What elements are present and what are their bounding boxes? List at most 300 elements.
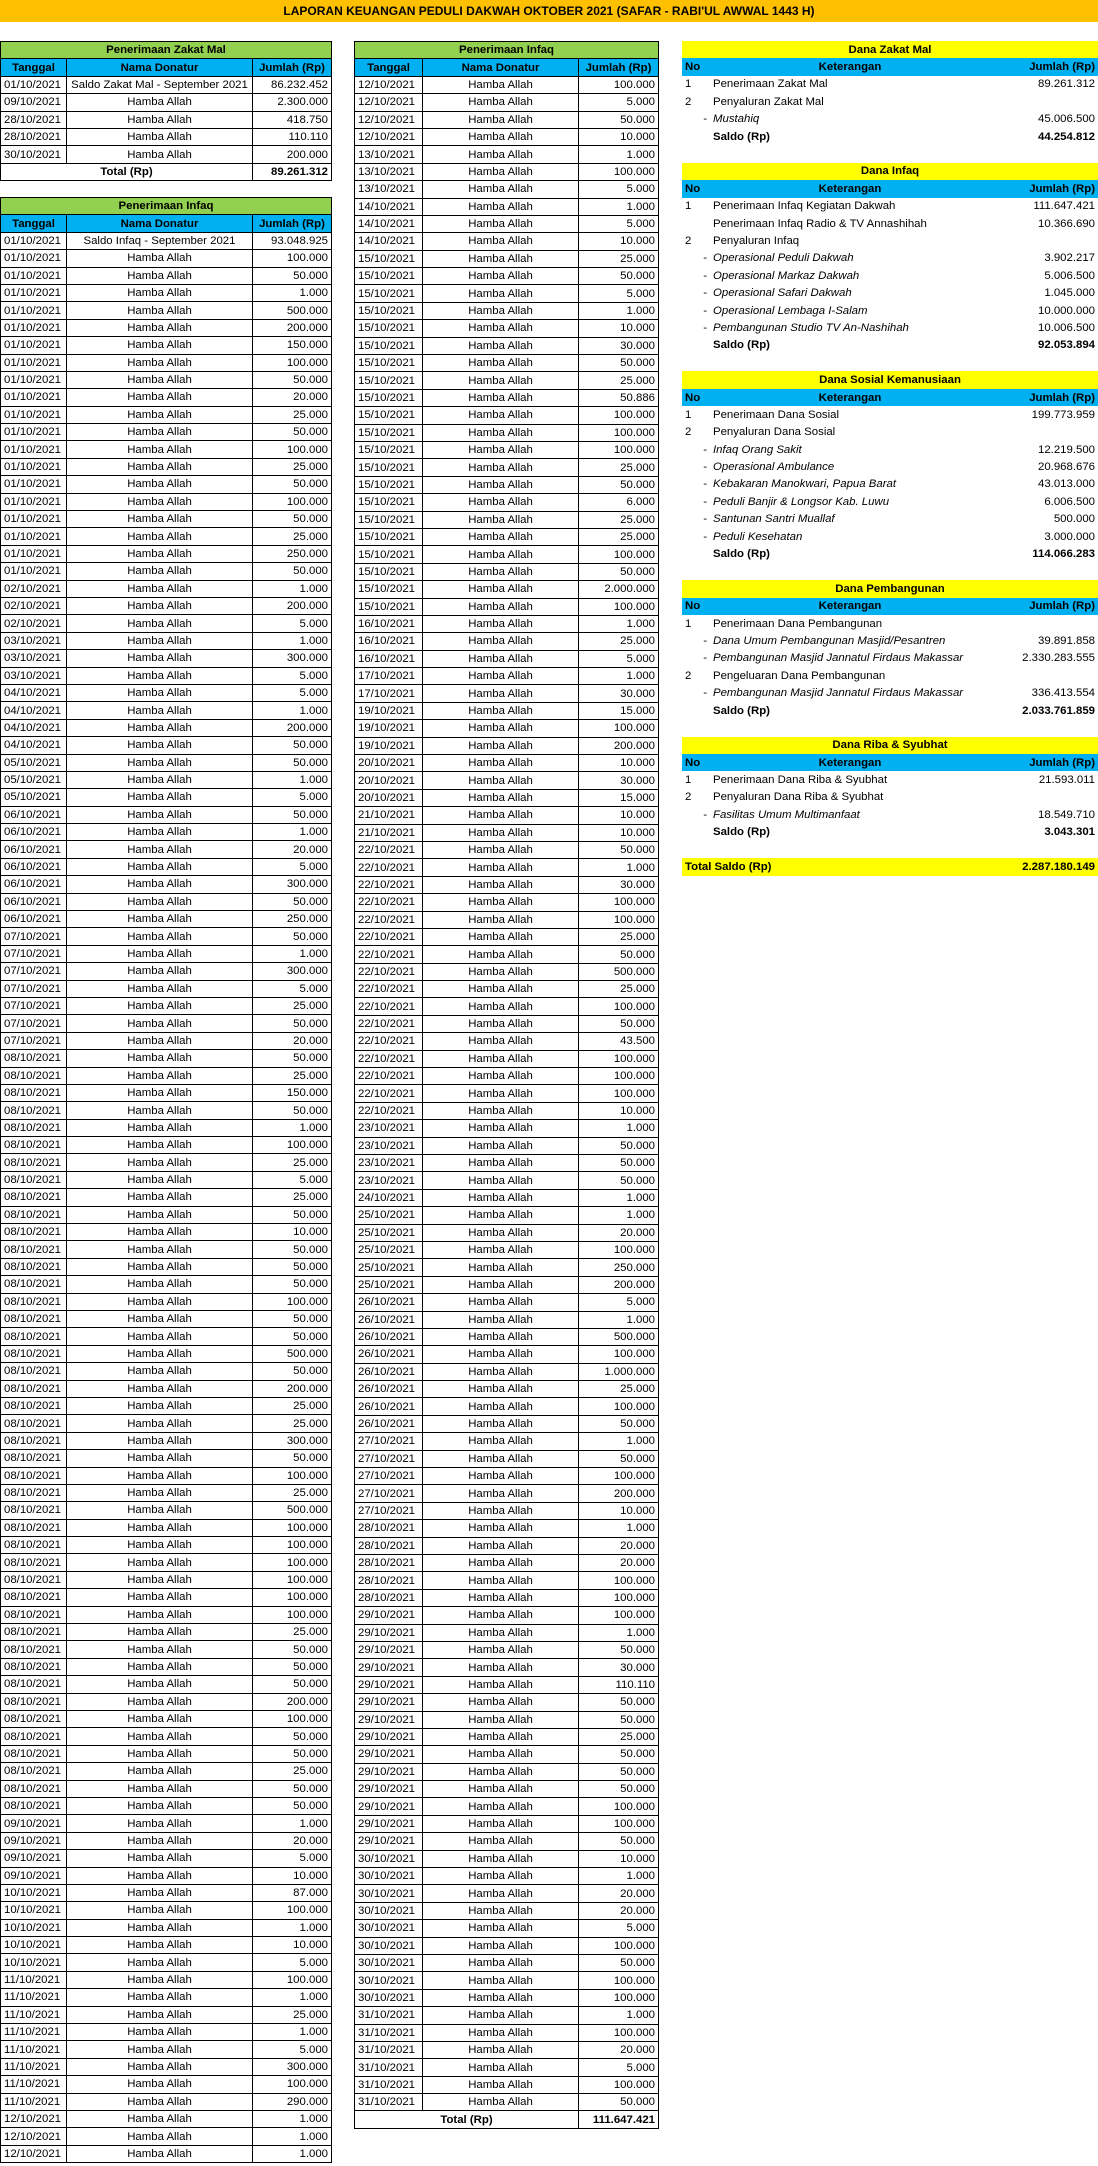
table-row <box>355 1033 659 1050</box>
col-header-no: No <box>682 598 710 615</box>
amount-cell: 200.000 <box>253 719 332 736</box>
table-row <box>1 1571 332 1588</box>
donor-cell: Hamba Allah <box>67 2041 253 2058</box>
donor-cell: Hamba Allah <box>67 1484 253 1501</box>
table-row <box>355 1798 659 1815</box>
date-cell: 28/10/2021 <box>355 1520 423 1537</box>
donor-cell: Hamba Allah <box>423 2007 579 2024</box>
table-row <box>355 355 659 372</box>
summary-row <box>682 111 1098 128</box>
amount-cell: 50.000 <box>579 1781 659 1798</box>
table-row <box>355 1572 659 1589</box>
date-cell: 01/10/2021 <box>1 76 67 93</box>
date-cell: 10/10/2021 <box>1 1884 67 1901</box>
donor-cell: Saldo Zakat Mal - September 2021 <box>67 76 253 93</box>
amount-cell: 25.000 <box>579 1381 659 1398</box>
table-row <box>355 2007 659 2024</box>
date-cell: 03/10/2021 <box>1 667 67 684</box>
row-description: Operasional Safari Dakwah <box>713 287 852 300</box>
date-cell: 30/10/2021 <box>355 1937 423 1954</box>
donor-cell: Hamba Allah <box>67 1763 253 1780</box>
row-number: - <box>703 513 707 526</box>
donor-cell: Hamba Allah <box>423 755 579 772</box>
donor-cell: Hamba Allah <box>67 458 253 475</box>
amount-cell: 20.000 <box>253 1832 332 1849</box>
table-row <box>355 1728 659 1745</box>
date-cell: 06/10/2021 <box>1 893 67 910</box>
table-row <box>355 1711 659 1728</box>
date-cell: 15/10/2021 <box>355 563 423 580</box>
table-row <box>1 963 332 980</box>
row-description: Penerimaan Infaq Kegiatan Dakwah <box>713 200 896 213</box>
summary-row <box>682 198 1098 215</box>
date-cell: 19/10/2021 <box>355 702 423 719</box>
table-row <box>1 928 332 945</box>
date-cell: 29/10/2021 <box>355 1781 423 1798</box>
date-cell: 17/10/2021 <box>355 668 423 685</box>
spacer-row <box>682 841 1098 858</box>
table-row <box>355 1485 659 1502</box>
donor-cell: Hamba Allah <box>423 1381 579 1398</box>
donor-cell: Hamba Allah <box>423 1485 579 1502</box>
amount-cell: 10.000 <box>579 755 659 772</box>
donor-cell: Hamba Allah <box>423 807 579 824</box>
col-header-amount: Jumlah (Rp) <box>579 59 659 76</box>
table-row <box>355 1015 659 1032</box>
total-row <box>1 163 332 180</box>
table-row <box>1 1867 332 1884</box>
donor-cell: Hamba Allah <box>423 476 579 493</box>
table-row <box>1 632 332 649</box>
donor-cell: Hamba Allah <box>67 267 253 284</box>
table-row <box>355 528 659 545</box>
amount-cell: 20.000 <box>253 389 332 406</box>
amount-cell: 1.000 <box>253 1919 332 1936</box>
saldo-row <box>682 337 1098 354</box>
date-cell: 06/10/2021 <box>1 876 67 893</box>
row-amount: 6.006.500 <box>1044 495 1096 508</box>
date-cell: 31/10/2021 <box>355 2041 423 2058</box>
donor-cell: Hamba Allah <box>67 545 253 562</box>
row-amount <box>990 667 1098 684</box>
donor-cell: Hamba Allah <box>67 1624 253 1641</box>
donor-cell: Hamba Allah <box>423 1276 579 1293</box>
date-cell: 06/10/2021 <box>1 911 67 928</box>
donor-cell: Hamba Allah <box>423 1415 579 1432</box>
donor-cell: Hamba Allah <box>423 1763 579 1780</box>
donor-cell: Hamba Allah <box>67 702 253 719</box>
date-cell: 20/10/2021 <box>355 789 423 806</box>
date-cell: 08/10/2021 <box>1 1363 67 1380</box>
amount-cell: 10.000 <box>579 824 659 841</box>
donor-cell: Hamba Allah <box>67 2006 253 2023</box>
table-row <box>1 1797 332 1814</box>
donor-cell: Hamba Allah <box>423 1085 579 1102</box>
summary-section-title-row <box>682 163 1098 180</box>
date-cell: 29/10/2021 <box>355 1833 423 1850</box>
date-cell: 04/10/2021 <box>1 702 67 719</box>
amount-cell: 25.000 <box>253 1189 332 1206</box>
amount-cell: 10.000 <box>579 807 659 824</box>
summary-section-title: Dana Sosial Kemanusiaan <box>682 371 1098 388</box>
date-cell: 01/10/2021 <box>1 371 67 388</box>
table-row <box>355 1224 659 1241</box>
amount-cell: 25.000 <box>579 250 659 267</box>
donor-cell: Hamba Allah <box>67 1380 253 1397</box>
date-cell: 08/10/2021 <box>1 1154 67 1171</box>
date-cell: 11/10/2021 <box>1 2006 67 2023</box>
date-cell: 22/10/2021 <box>355 841 423 858</box>
donor-cell: Hamba Allah <box>67 1589 253 1606</box>
date-cell: 06/10/2021 <box>1 858 67 875</box>
donor-cell: Hamba Allah <box>67 337 253 354</box>
amount-cell: 290.000 <box>253 2093 332 2110</box>
date-cell: 14/10/2021 <box>355 233 423 250</box>
amount-cell: 50.000 <box>579 1711 659 1728</box>
donor-cell: Hamba Allah <box>67 1676 253 1693</box>
donor-cell: Hamba Allah <box>67 580 253 597</box>
table-row <box>1 1484 332 1501</box>
date-cell: 08/10/2021 <box>1 1484 67 1501</box>
amount-cell: 100.000 <box>579 441 659 458</box>
date-cell: 21/10/2021 <box>355 807 423 824</box>
amount-cell: 50.000 <box>253 476 332 493</box>
table-row <box>355 1694 659 1711</box>
col-header-description: Keterangan <box>710 754 990 771</box>
date-cell: 08/10/2021 <box>1 1328 67 1345</box>
table-row <box>1 1937 332 1954</box>
amount-cell: 1.000 <box>579 2007 659 2024</box>
table-row <box>1 1084 332 1101</box>
table-row <box>1 1693 332 1710</box>
row-amount: 12.219.500 <box>1038 443 1096 456</box>
date-cell: 28/10/2021 <box>355 1589 423 1606</box>
table-row <box>355 1328 659 1345</box>
donor-cell: Hamba Allah <box>423 1572 579 1589</box>
row-amount: 10.000.000 <box>1038 304 1096 317</box>
donor-cell: Hamba Allah <box>423 928 579 945</box>
table-row <box>1 824 332 841</box>
date-cell: 08/10/2021 <box>1 1102 67 1119</box>
donor-cell: Hamba Allah <box>67 911 253 928</box>
row-description: Penyaluran Infaq <box>713 234 800 247</box>
table-row <box>355 1207 659 1224</box>
date-cell: 06/10/2021 <box>1 824 67 841</box>
amount-cell: 25.000 <box>579 1728 659 1745</box>
table-row <box>1 2024 332 2041</box>
amount-cell: 100.000 <box>579 894 659 911</box>
donor-cell: Hamba Allah <box>423 1207 579 1224</box>
date-cell: 08/10/2021 <box>1 1710 67 1727</box>
date-cell: 08/10/2021 <box>1 1797 67 1814</box>
row-number: - <box>703 808 707 821</box>
row-number: 1 <box>685 200 692 213</box>
table-row <box>355 76 659 93</box>
donor-cell: Hamba Allah <box>423 1294 579 1311</box>
date-cell: 31/10/2021 <box>355 2076 423 2093</box>
table-row <box>1 371 332 388</box>
table-row <box>355 824 659 841</box>
amount-cell: 1.000 <box>579 1120 659 1137</box>
table-row <box>1 267 332 284</box>
date-cell: 08/10/2021 <box>1 1224 67 1241</box>
donor-cell: Hamba Allah <box>423 1728 579 1745</box>
donor-cell: Hamba Allah <box>423 2024 579 2041</box>
amount-cell: 50.000 <box>579 476 659 493</box>
amount-cell: 1.000 <box>579 859 659 876</box>
date-cell: 28/10/2021 <box>355 1537 423 1554</box>
amount-cell: 100.000 <box>579 1607 659 1624</box>
table-row <box>1 650 332 667</box>
total-value: 89.261.312 <box>253 163 332 180</box>
donor-cell: Hamba Allah <box>423 911 579 928</box>
date-cell: 07/10/2021 <box>1 928 67 945</box>
row-amount <box>990 93 1098 110</box>
summary-row <box>682 284 1098 301</box>
col-header-amount: Jumlah (Rp) <box>990 58 1098 75</box>
amount-cell: 1.000 <box>579 146 659 163</box>
date-cell: 01/10/2021 <box>1 232 67 249</box>
table-row <box>355 1902 659 1919</box>
amount-cell: 25.000 <box>253 1624 332 1641</box>
row-description: Operasional Markaz Dakwah <box>713 269 860 282</box>
date-cell: 07/10/2021 <box>1 1015 67 1032</box>
date-cell: 11/10/2021 <box>1 1971 67 1988</box>
saldo-label: Saldo (Rp) <box>713 339 770 352</box>
row-description: Penyaluran Dana Riba & Syubhat <box>713 791 884 804</box>
row-description: Operasional Lembaga I-Salam <box>713 304 868 317</box>
saldo-value: 44.254.812 <box>1038 130 1096 143</box>
col-header-description: Keterangan <box>710 180 990 197</box>
table-row <box>355 563 659 580</box>
table-row <box>355 841 659 858</box>
amount-cell: 100.000 <box>579 1050 659 1067</box>
donor-cell: Hamba Allah <box>423 789 579 806</box>
table-row <box>1 250 332 267</box>
date-cell: 08/10/2021 <box>1 1450 67 1467</box>
date-cell: 08/10/2021 <box>1 1276 67 1293</box>
table-row <box>355 1520 659 1537</box>
date-cell: 01/10/2021 <box>1 441 67 458</box>
table-row <box>1 1050 332 1067</box>
amount-cell: 100.000 <box>579 76 659 93</box>
row-number: 1 <box>685 78 692 91</box>
amount-cell: 10.000 <box>579 1102 659 1119</box>
amount-cell: 87.000 <box>253 1884 332 1901</box>
table-row <box>355 389 659 406</box>
amount-cell: 20.000 <box>579 1537 659 1554</box>
col-header-date: Tanggal <box>1 215 67 232</box>
donor-cell: Hamba Allah <box>67 1119 253 1136</box>
amount-cell: 50.000 <box>579 1137 659 1154</box>
donor-cell: Hamba Allah <box>67 1154 253 1171</box>
donor-cell: Hamba Allah <box>423 1781 579 1798</box>
amount-cell: 5.000 <box>579 94 659 111</box>
date-cell: 14/10/2021 <box>355 215 423 232</box>
table-row <box>355 268 659 285</box>
col-header-amount: Jumlah (Rp) <box>253 59 332 76</box>
date-cell: 26/10/2021 <box>355 1328 423 1345</box>
summary-row <box>682 806 1098 823</box>
table-row <box>1 545 332 562</box>
row-number: 2 <box>685 234 692 247</box>
date-cell: 01/10/2021 <box>1 493 67 510</box>
date-cell: 26/10/2021 <box>355 1415 423 1432</box>
table-row <box>1 458 332 475</box>
column-header-row <box>1 215 332 232</box>
table-row <box>355 598 659 615</box>
amount-cell: 100.000 <box>579 1589 659 1606</box>
donor-cell: Saldo Infaq - September 2021 <box>67 232 253 249</box>
donor-cell: Hamba Allah <box>423 876 579 893</box>
amount-cell: 50.886 <box>579 389 659 406</box>
date-cell: 09/10/2021 <box>1 1815 67 1832</box>
amount-cell: 110.110 <box>579 1676 659 1693</box>
amount-cell: 25.000 <box>579 981 659 998</box>
date-cell: 15/10/2021 <box>355 459 423 476</box>
table-row <box>1 945 332 962</box>
row-description: Operasional Ambulance <box>713 461 835 474</box>
amount-cell: 6.000 <box>579 494 659 511</box>
amount-cell: 25.000 <box>253 458 332 475</box>
date-cell: 01/10/2021 <box>1 337 67 354</box>
amount-cell: 43.500 <box>579 1033 659 1050</box>
amount-cell: 5.000 <box>253 1850 332 1867</box>
donor-cell: Hamba Allah <box>423 355 579 372</box>
date-cell: 22/10/2021 <box>355 894 423 911</box>
date-cell: 19/10/2021 <box>355 737 423 754</box>
row-number <box>682 215 710 232</box>
amount-cell: 86.232.452 <box>253 76 332 93</box>
table-row <box>355 546 659 563</box>
donor-cell: Hamba Allah <box>67 94 253 111</box>
amount-cell: 100.000 <box>253 1606 332 1623</box>
donor-cell: Hamba Allah <box>67 667 253 684</box>
donor-cell: Hamba Allah <box>423 233 579 250</box>
table-row <box>355 772 659 789</box>
report-title: LAPORAN KEUANGAN PEDULI DAKWAH OKTOBER 2021 (SAFAR - RABI'UL AWWAL 1443 H) <box>0 0 1098 22</box>
table-row <box>1 719 332 736</box>
date-cell: 25/10/2021 <box>355 1207 423 1224</box>
amount-cell: 50.000 <box>253 1206 332 1223</box>
date-cell: 29/10/2021 <box>355 1711 423 1728</box>
total-label: Total (Rp) <box>355 2111 579 2128</box>
table-row <box>355 1676 659 1693</box>
row-number: - <box>703 461 707 474</box>
date-cell: 29/10/2021 <box>355 1815 423 1832</box>
amount-cell: 50.000 <box>253 1658 332 1675</box>
amount-cell: 5.000 <box>579 1294 659 1311</box>
table-row <box>355 1554 659 1571</box>
amount-cell: 5.000 <box>253 858 332 875</box>
donor-cell: Hamba Allah <box>423 146 579 163</box>
table-row <box>355 1155 659 1172</box>
amount-cell: 300.000 <box>253 2058 332 2075</box>
row-description: Pembangunan Masjid Jannatul Firdaus Makassar <box>713 652 964 665</box>
date-cell: 08/10/2021 <box>1 1554 67 1571</box>
date-cell: 08/10/2021 <box>1 1137 67 1154</box>
donor-cell: Hamba Allah <box>423 441 579 458</box>
amount-cell: 1.000 <box>579 668 659 685</box>
date-cell: 12/10/2021 <box>1 2145 67 2162</box>
donor-cell: Hamba Allah <box>67 1224 253 1241</box>
date-cell: 31/10/2021 <box>355 2059 423 2076</box>
donor-cell: Hamba Allah <box>423 2094 579 2111</box>
infaq-table-right <box>354 41 659 2129</box>
donor-cell: Hamba Allah <box>423 1815 579 1832</box>
table-row <box>355 198 659 215</box>
row-description: Peduli Banjir & Longsor Kab. Luwu <box>713 495 890 508</box>
donor-cell: Hamba Allah <box>423 1241 579 1258</box>
table-row <box>355 1746 659 1763</box>
donor-cell: Hamba Allah <box>423 111 579 128</box>
amount-cell: 100.000 <box>579 2076 659 2093</box>
amount-cell: 50.000 <box>579 2094 659 2111</box>
date-cell: 01/10/2021 <box>1 319 67 336</box>
donor-cell: Hamba Allah <box>423 1641 579 1658</box>
amount-cell: 25.000 <box>579 459 659 476</box>
amount-cell: 5.000 <box>253 684 332 701</box>
amount-cell: 418.750 <box>253 111 332 128</box>
date-cell: 23/10/2021 <box>355 1137 423 1154</box>
table-row <box>1 1067 332 1084</box>
donor-cell: Hamba Allah <box>67 2024 253 2041</box>
donor-cell: Hamba Allah <box>423 128 579 145</box>
table-row <box>355 111 659 128</box>
amount-cell: 250.000 <box>253 911 332 928</box>
donor-cell: Hamba Allah <box>423 2059 579 2076</box>
date-cell: 01/10/2021 <box>1 302 67 319</box>
amount-cell: 100.000 <box>253 1554 332 1571</box>
amount-cell: 200.000 <box>579 1485 659 1502</box>
amount-cell: 25.000 <box>579 372 659 389</box>
date-cell: 26/10/2021 <box>355 1363 423 1380</box>
summary-row <box>682 684 1098 701</box>
amount-cell: 50.000 <box>579 1641 659 1658</box>
col-header-description: Keterangan <box>710 389 990 406</box>
date-cell: 12/10/2021 <box>1 2110 67 2127</box>
row-description: Operasional Peduli Dakwah <box>713 252 854 265</box>
table-row <box>355 2076 659 2093</box>
donor-cell: Hamba Allah <box>423 824 579 841</box>
table-row <box>1 424 332 441</box>
amount-cell: 100.000 <box>579 1468 659 1485</box>
date-cell: 15/10/2021 <box>355 268 423 285</box>
date-cell: 20/10/2021 <box>355 772 423 789</box>
table-row <box>355 1589 659 1606</box>
section-header <box>1 198 332 215</box>
table-row <box>1 806 332 823</box>
donor-cell: Hamba Allah <box>423 1694 579 1711</box>
date-cell: 25/10/2021 <box>355 1259 423 1276</box>
date-cell: 22/10/2021 <box>355 1102 423 1119</box>
table-row <box>1 1519 332 1536</box>
row-number: - <box>703 443 707 456</box>
amount-cell: 25.000 <box>253 1484 332 1501</box>
row-description: Infaq Orang Sakit <box>713 443 802 456</box>
donor-cell: Hamba Allah <box>67 354 253 371</box>
amount-cell: 5.000 <box>253 2041 332 2058</box>
amount-cell: 5.000 <box>253 667 332 684</box>
date-cell: 08/10/2021 <box>1 1067 67 1084</box>
donor-cell: Hamba Allah <box>423 737 579 754</box>
table-row <box>355 755 659 772</box>
table-row <box>355 650 659 667</box>
amount-cell: 50.000 <box>253 1641 332 1658</box>
amount-cell: 50.000 <box>253 806 332 823</box>
table-row <box>1 1815 332 1832</box>
table-row <box>355 1468 659 1485</box>
